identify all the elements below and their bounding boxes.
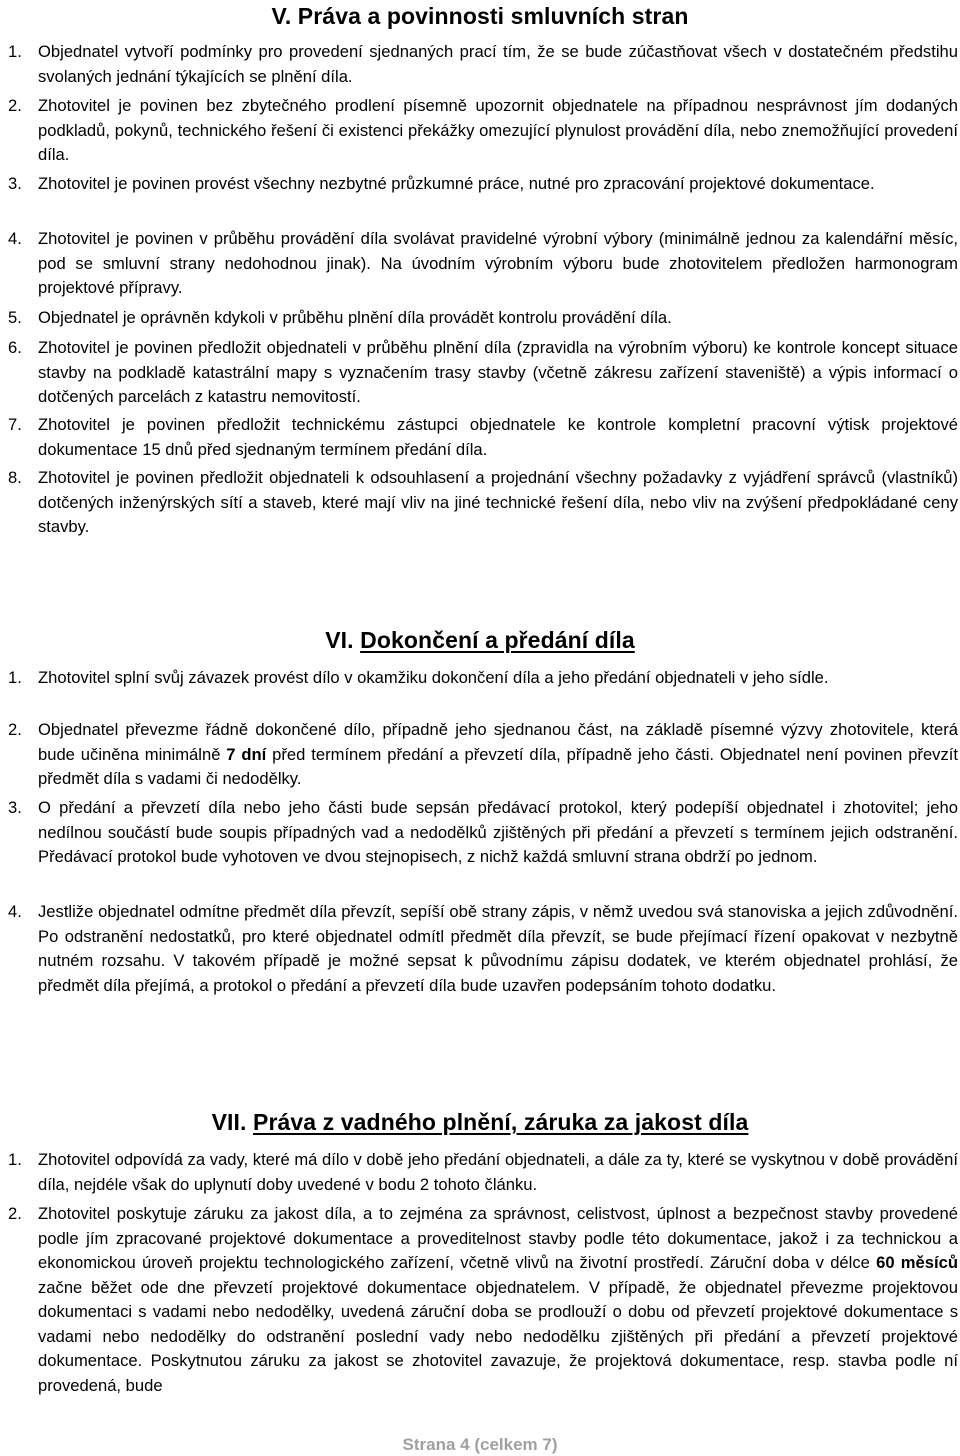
- section-7-title: [0, 1108, 960, 1136]
- item-number: 2.: [8, 1204, 22, 1223]
- item-text: Zhotovitel je povinen bez zbytečného prodlení písemně upozornit objednatele na případnou nesprávnost jím dodaných podkladů, pokynů, technického řešení či existenci překážky omezující plynulost provádění díla, nebo znemožňující provedení díla.: [38, 96, 958, 164]
- section-7-title-number: VII.: [211, 1109, 247, 1135]
- item-text: Objednatel vytvoří podmínky pro provedení sjednaných prací tím, že se bude zúčastňovat všech v dostatečném předstihu svolaných jednání týkajících se plnění díla.: [38, 42, 958, 86]
- item-number: 1.: [8, 668, 22, 687]
- item-number: 7.: [8, 415, 22, 434]
- item-text: Zhotovitel odpovídá za vady, které má dílo v době jeho předání objednateli, a dále za ty, které se vyskytnou v době provádění díla, nejdéle však do uplynutí doby uvedené v bodu 2 tohoto článku.: [38, 1150, 958, 1194]
- item-text: Jestliže objednatel odmítne předmět díla převzít, sepíší obě strany zápis, v němž uvedou svá stanoviska a jejich zdůvodnění. Po odstranění nedostatků, pro které objednatel odmítl předmět díla převzít, se bude přejímací řízení opakovat v nezbytně nutném rozsahu. V takovém případě je možné sepsat k původnímu zápisu dodatek, ve kterém objednatel prohlásí, že předmět díla přejímá, a protokol o předání a převzetí díla bude uzavřen podepsáním tohoto dodatku.: [38, 902, 958, 995]
- section-7-title-text: Práva z vadného plnění, záruka za jakost díla: [253, 1109, 749, 1135]
- item-text: Zhotovitel je povinen předložit technickému zástupci objednatele ke kontrole kompletní pracovní výtisk projektové dokumentace 15 dnů před sjednaným termínem předání díla.: [38, 415, 958, 459]
- section-5-title-text: V. Práva a povinnosti smluvních stran: [271, 3, 689, 29]
- item-number: 4.: [8, 229, 22, 248]
- item-number: 3.: [8, 798, 22, 817]
- page-footer: Strana 4 (celkem 7): [402, 1435, 558, 1454]
- item-text: Zhotovitel je povinen provést všechny nezbytné průzkumné práce, nutné pro zpracování projektové dokumentace.: [38, 174, 875, 193]
- item-number: 4.: [8, 902, 22, 921]
- item-text: Zhotovitel je povinen předložit objednateli v průběhu plnění díla (zpravidla na výrobním výboru) ke kontrole koncept situace stavby na podkladě katastrální mapy s vyznačením trasy stavby (včetně zákresu zařízení staveniště) a výpis informací o dotčených parcelách z katastru nemovitostí.: [38, 338, 958, 406]
- item-text: Objednatel je oprávněn kdykoli v průběhu plnění díla provádět kontrolu provádění díla.: [38, 308, 672, 327]
- item-text: O předání a převzetí díla nebo jeho části bude sepsán předávací protokol, který podepíší objednatel i zhotovitel; jeho nedílnou součástí bude soupis případných vad a nedodělků zjištěných při předání a převzetí s termínem jejich odstranění. Předávací protokol bude vyhotoven ve dvou stejnopisech, z nichž každá smluvní strana obdrží po jednom.: [38, 798, 958, 866]
- item-number: 1.: [8, 1150, 22, 1169]
- item-text-part: před termínem předání a převzetí díla, případně jeho části. Objednatel není povinen převzít předmět díla s vadami či nedodělky.: [38, 744, 958, 788]
- item-text-part: začne běžet ode dne převzetí projektové dokumentace objednatelem. V případě, že objednatel převezme projektovou dokumentaci s vadami nebo nedodělky, uvedená záruční doba se prodlouží o dobu od převzetí projektové dokumentace s vadami nebo nedodělky do odstranění poslední vady nebo nedodělku zjištěných při předání a převzetí projektové dokumentace. Poskytnutou záruku za jakost se zhotovitel zavazuje, že projektová dokumentace, resp. stavba podle ní provedená, bude: [38, 1277, 958, 1395]
- section-6-title-text: Dokončení a předání díla: [360, 627, 635, 653]
- item-number: 2.: [8, 720, 22, 739]
- item-number: 5.: [8, 308, 22, 327]
- item-text-bold: 7 dní: [226, 744, 267, 764]
- section-5-title: [0, 2, 960, 30]
- section-6-title: [0, 626, 960, 654]
- section-6-title-number: VI.: [325, 627, 354, 653]
- item-text: [38, 718, 958, 792]
- item-number: 1.: [8, 42, 22, 61]
- item-number: 3.: [8, 174, 22, 193]
- item-text-bold: 60 měsíců: [876, 1253, 958, 1272]
- item-text: Zhotovitel je povinen předložit objednateli k odsouhlasení a projednání všechny požadavky z vyjádření správců (vlastníků) dotčených inženýrských sítí a staveb, které mají vliv na jiné technické řešení díla, nebo vliv na zvýšení předpokládané ceny stavby.: [38, 468, 958, 536]
- item-text: [38, 1202, 958, 1398]
- item-text-part: Objednatel převezme řádně dokončené dílo, případně jeho sjednanou část, na základě písemné výzvy zhotovitele, která bude učiněna minimálně: [38, 720, 958, 764]
- item-text: Zhotovitel splní svůj závazek provést dílo v okamžiku dokončení díla a jeho předání objednateli v jeho sídle.: [38, 668, 829, 687]
- item-text-part: Zhotovitel poskytuje záruku za jakost díla, a to zejména za správnost, celistvost, úplnost a bezpečnost stavby provedené podle jím zpracované projektové dokumentace a proveditelnost stavby podle této dokumentace, jakož i za technickou a ekonomickou úroveň projektu technologického zařízení, včetně vlivů na životní prostředí. Záruční doba v délce: [38, 1204, 958, 1272]
- item-number: 6.: [8, 338, 22, 357]
- item-number: 2.: [8, 96, 22, 115]
- item-number: 8.: [8, 468, 22, 487]
- item-text: Zhotovitel je povinen v průběhu provádění díla svolávat pravidelné výrobní výbory (minimálně jednou za kalendářní měsíc, pod se smluvní strany nedohodnou jinak). Na úvodním výrobním výboru bude zhotovitelem předložen harmonogram projektové přípravy.: [38, 229, 958, 297]
